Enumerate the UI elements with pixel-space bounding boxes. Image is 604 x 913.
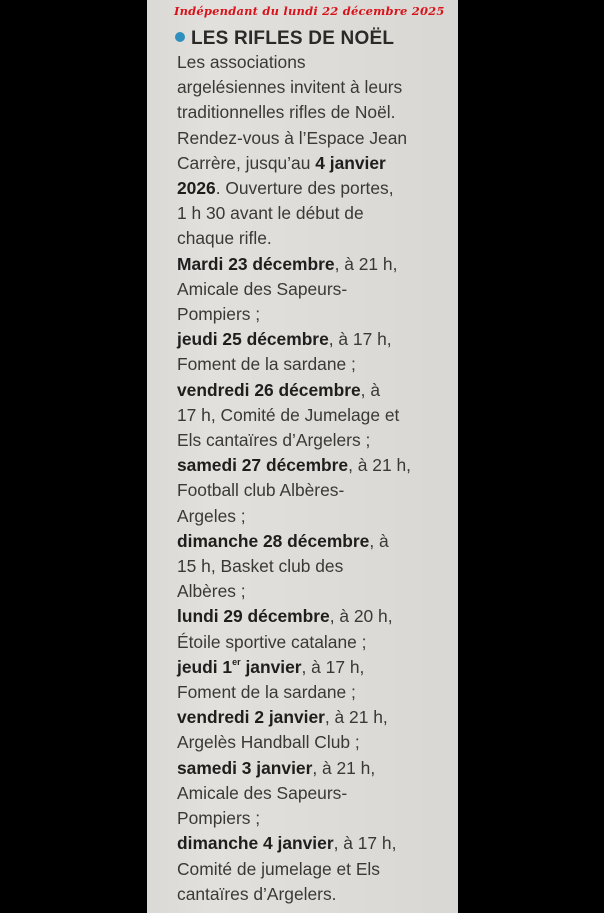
event-organizer: Étoile sportive catalane ;	[177, 631, 367, 652]
event-organizer: Amicale des Sapeurs-	[177, 782, 348, 803]
event-organizer: 17 h, Comité de Jumelage et	[177, 404, 400, 425]
event-time: , à	[360, 379, 380, 400]
intro-text: Carrère, jusqu’au	[177, 152, 316, 173]
intro-line: argelésiennes invitent à leurs	[177, 77, 403, 98]
event-organizer: Argelès Handball Club ;	[177, 732, 360, 753]
event-date: samedi 3 janvier	[177, 757, 313, 778]
intro-line: traditionnelles rifles de Noël.	[177, 102, 396, 123]
ordinal-sup: er	[232, 656, 241, 667]
event-time: , à 21 h,	[324, 707, 388, 728]
event-date-line	[177, 529, 445, 554]
event-organizer: Pompiers ;	[177, 808, 261, 829]
event-organizer: 15 h, Basket club des	[177, 556, 344, 577]
event-organizer: Amicale des Sapeurs-	[177, 278, 348, 299]
headline	[175, 28, 455, 50]
event-date: dimanche 4 janvier	[177, 833, 334, 854]
bullet-dot-icon	[175, 32, 185, 42]
event-date-line	[177, 831, 445, 856]
event-organizer: Albères ;	[177, 581, 246, 602]
event-date: samedi 27 décembre	[177, 455, 349, 476]
event-date-line	[177, 705, 445, 730]
event-organizer: Foment de la sardane ;	[177, 682, 356, 703]
intro-line	[177, 151, 445, 176]
intro-line	[177, 176, 445, 201]
event-date-line	[177, 453, 445, 478]
event-time: , à 21 h,	[312, 757, 376, 778]
event-organizer: Foment de la sardane ;	[177, 354, 356, 375]
event-time: , à 17 h,	[333, 833, 397, 854]
event-date: jeudi 25 décembre	[177, 329, 329, 350]
end-year: 2026	[177, 178, 216, 199]
event-organizer: Football club Albères-	[177, 480, 345, 501]
event-date-line	[177, 378, 445, 403]
event-time: , à 17 h,	[328, 329, 392, 350]
event-date-part: janvier	[240, 656, 302, 677]
event-date-part: jeudi 1	[177, 656, 233, 677]
newspaper-clipping	[147, 0, 458, 913]
event-organizer: Els cantaïres d’Argelers ;	[177, 430, 371, 451]
event-date: vendredi 2 janvier	[177, 707, 325, 728]
event-date: lundi 29 décembre	[177, 606, 330, 627]
event-time: , à 21 h,	[348, 455, 411, 476]
event-date-line	[177, 604, 445, 629]
event-date: Mardi 23 décembre	[177, 253, 335, 274]
article-body	[177, 50, 445, 907]
intro-line: Les associations	[177, 52, 306, 72]
event-organizer: Argeles ;	[177, 505, 246, 526]
intro-line: chaque rifle.	[177, 228, 272, 249]
headline-text: LES RIFLES DE NOËL	[191, 28, 395, 49]
event-date: dimanche 28 décembre	[177, 530, 370, 551]
event-date-line	[177, 756, 445, 781]
end-date: 4 janvier	[315, 152, 386, 173]
event-time: , à	[369, 530, 389, 551]
intro-line: Rendez-vous à l’Espace Jean	[177, 127, 408, 148]
event-organizer: Comité de jumelage et Els	[177, 858, 380, 879]
source-line: Indépendant du lundi 22 décembre 2025	[174, 4, 445, 18]
event-time: , à 20 h,	[329, 606, 393, 627]
event-organizer: cantaïres d’Argelers.	[177, 883, 337, 904]
event-date	[177, 657, 302, 677]
event-time: , à 21 h,	[334, 253, 398, 274]
event-organizer: Pompiers ;	[177, 304, 261, 325]
event-time: , à 17 h,	[301, 656, 365, 677]
event-date-line	[177, 655, 445, 680]
intro-line: 1 h 30 avant le début de	[177, 203, 364, 224]
intro-text: . Ouverture des portes,	[215, 178, 394, 199]
event-date: vendredi 26 décembre	[177, 379, 361, 400]
event-date-line	[177, 252, 445, 277]
event-date-line	[177, 327, 445, 352]
